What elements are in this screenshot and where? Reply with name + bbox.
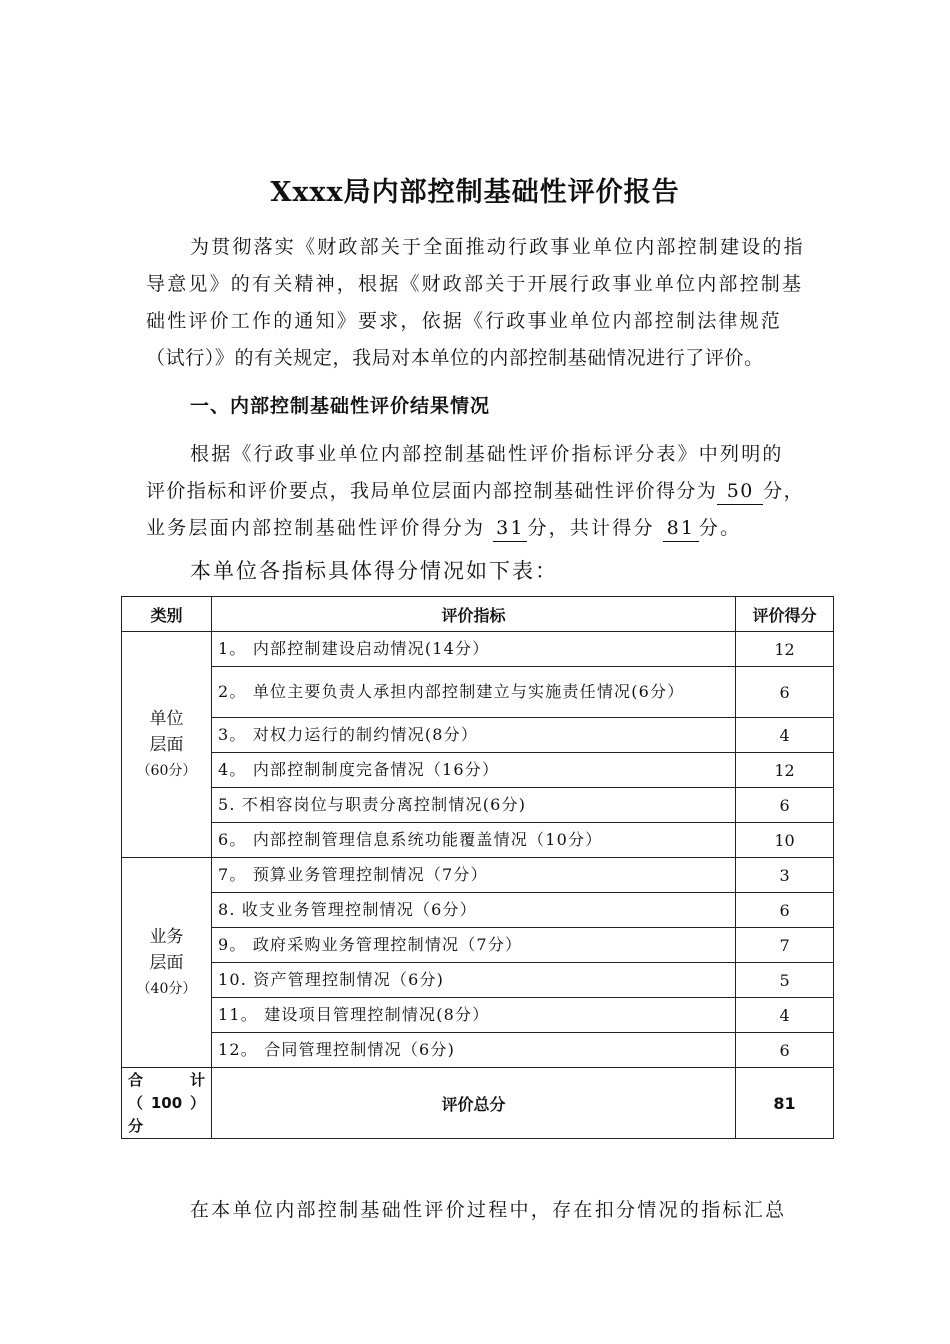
- indicator-cell: 6。 内部控制管理信息系统功能覆盖情况（10分）: [211, 823, 735, 858]
- header-score: 评价得分: [736, 597, 834, 632]
- score-cell: 4: [736, 718, 834, 753]
- result-text: 分，: [763, 480, 805, 502]
- table-row: [122, 788, 834, 823]
- indicator-cell: 12。 合同管理控制情况（6分): [211, 1033, 735, 1068]
- result-line: [146, 473, 846, 510]
- report-title: Xxxx局内部控制基础性评价报告: [270, 177, 680, 208]
- table-row: [122, 667, 834, 718]
- total-name-cell: 评价总分: [211, 1068, 735, 1139]
- total-label-text: 分: [128, 1116, 144, 1135]
- result-text: 评价指标和评价要点，我局单位层面内部控制基础性评价得分为: [146, 480, 718, 502]
- indicator-cell: 3。 对权力运行的制约情况(8分）: [211, 718, 735, 753]
- total-score-blank: 81: [663, 515, 699, 542]
- score-cell: 6: [736, 788, 834, 823]
- header-category: 类别: [122, 597, 212, 632]
- total-score-cell: 81: [736, 1068, 834, 1139]
- indicator-cell: 5. 不相容岗位与职责分离控制情况(6分): [211, 788, 735, 823]
- category-label: 业务: [149, 926, 184, 947]
- closing-paragraph: 在本单位内部控制基础性评价过程中，存在扣分情况的指标汇总: [190, 1199, 787, 1221]
- table-total-row: [122, 1068, 834, 1139]
- indicator-cell: 2。 单位主要负责人承担内部控制建立与实施责任情况(6分）: [211, 667, 735, 718]
- score-cell: 6: [736, 1033, 834, 1068]
- indicator-cell: 4。 内部控制制度完备情况（16分）: [211, 753, 735, 788]
- total-label-text: （: [128, 1093, 144, 1112]
- category-label: 单位: [149, 708, 184, 729]
- category-label: 层面: [149, 952, 184, 973]
- table-row: [122, 858, 834, 893]
- result-text: 分，共计得分: [527, 517, 655, 539]
- table-caption: 本单位各指标具体得分情况如下表：: [190, 559, 558, 583]
- total-label-text: ）: [189, 1093, 205, 1112]
- indicator-cell: 8. 收支业务管理控制情况（6分）: [211, 893, 735, 928]
- result-text: 分。: [698, 517, 742, 539]
- category-points: （60分）: [136, 762, 197, 779]
- score-cell: 12: [736, 632, 834, 667]
- intro-line: 导意见》的有关精神，根据《财政部关于开展行政事业单位内部控制基: [146, 273, 804, 295]
- indicator-cell: 7。 预算业务管理控制情况（7分）: [211, 858, 735, 893]
- intro-line: 为贯彻落实《财政部关于全面推动行政事业单位内部控制建设的指: [190, 236, 805, 258]
- table-row: [122, 893, 834, 928]
- result-text: 业务层面内部控制基础性评价得分为: [146, 517, 486, 539]
- table-row: [122, 823, 834, 858]
- score-cell: 4: [736, 998, 834, 1033]
- score-cell: 7: [736, 928, 834, 963]
- table-row: [122, 632, 834, 667]
- score-table: [121, 596, 834, 1139]
- header-indicator: 评价指标: [211, 597, 735, 632]
- indicator-cell: 10. 资产管理控制情况（6分): [211, 963, 735, 998]
- business-score-blank: 31: [493, 515, 527, 542]
- indicator-cell: 1。 内部控制建设启动情况(14分）: [211, 632, 735, 667]
- table-row: [122, 928, 834, 963]
- indicator-cell: 9。 政府采购业务管理控制情况（7分）: [211, 928, 735, 963]
- intro-line: （试行）》的有关规定，我局对本单位的内部控制基础情况进行了评价。: [146, 347, 764, 369]
- indicator-cell: 11。 建设项目管理控制情况(8分）: [211, 998, 735, 1033]
- result-line: [146, 510, 846, 547]
- total-label-cell: [122, 1068, 212, 1139]
- score-cell: 10: [736, 823, 834, 858]
- score-cell: 5: [736, 963, 834, 998]
- intro-paragraph: [146, 229, 846, 377]
- total-label-text: 100: [150, 1093, 183, 1112]
- table-row: [122, 718, 834, 753]
- table-row: [122, 963, 834, 998]
- score-cell: 6: [736, 893, 834, 928]
- total-label-text: 合: [128, 1070, 144, 1089]
- section-heading: 一、内部控制基础性评价结果情况: [190, 395, 491, 417]
- table-row: [122, 998, 834, 1033]
- score-cell: 12: [736, 753, 834, 788]
- total-label-text: 计: [189, 1070, 205, 1089]
- result-paragraph: [146, 436, 846, 547]
- table-row: [122, 1033, 834, 1068]
- table-header-row: [122, 597, 834, 632]
- table-row: [122, 753, 834, 788]
- result-line: 根据《行政事业单位内部控制基础性评价指标评分表》中列明的: [190, 443, 784, 465]
- score-cell: 6: [736, 667, 834, 718]
- category-points: （40分）: [136, 980, 197, 997]
- category-business-level: [122, 858, 212, 1068]
- intro-line: 础性评价工作的通知》要求，依据《行政事业单位内部控制法律规范: [146, 310, 783, 332]
- unit-score-blank: 50: [717, 478, 763, 505]
- score-cell: 3: [736, 858, 834, 893]
- category-unit-level: [122, 632, 212, 858]
- category-label: 层面: [149, 734, 184, 755]
